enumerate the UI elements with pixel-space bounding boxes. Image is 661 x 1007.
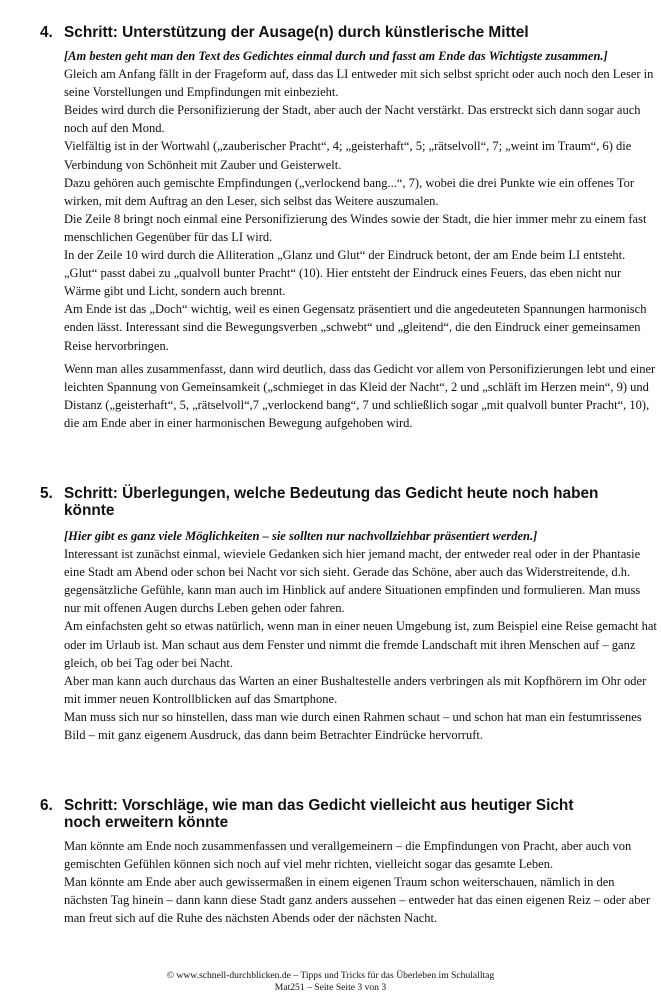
section-4-paragraph: Die Zeile 8 bringt noch einmal eine Personifizierung des Windes sowie der Stadt, die hier immer mehr zu einem fast menschlichen Gegenüber für das LI wird. <box>64 211 647 244</box>
section-5-paragraph: Aber man kann auch durchaus das Warten an einer Bushaltestelle anders verbringen als mit Kopfhörern im Ohr oder mit immer neuen Kontrollblicken auf das Smartphone. <box>64 673 647 706</box>
section-4-number: 4. <box>40 24 53 41</box>
section-6-title-line1: Schritt: Vorschläge, wie man das Gedicht vielleicht aus heutiger Sicht <box>64 797 574 814</box>
section-4-paragraph: In der Zeile 10 wird durch die Alliteration „Glanz und Glut“ der Eindruck betont, der am Ende beim LI entsteht. „Glut“ passt dabei zu „qualvoll bunter Pracht“ (10). Hier entsteht der Eindruck eines Feuers, das eben nicht nur Wärme gibt und Licht, sondern auch brennt. <box>64 248 626 299</box>
section-5-paragraph: Am einfachsten geht so etwas natürlich, wenn man in einer neuen Umgebung ist, zum Beispiel eine Reise gemacht hat oder im Urlaub ist. Man schaut aus dem Fenster und nimmt die fremde Landschaft mit ihren Menschen auf – ganz gleich, ob bei Tag oder bei Nacht. <box>64 619 657 670</box>
section-6-heading <box>40 797 650 831</box>
section-5-paragraph: Interessant ist zunächst einmal, wieviele Gedanken sich hier jemand macht, der entweder real oder in der Phantasie eine Stadt am Abend oder schon bei Nacht vor sich sieht. Gerade das Schöne, aber auch das Widerstreitende, d.h. gegensätzliche Gefühle, kann man auch im Hinblick auf andere Situationen empfinden und formulieren. Man muss nur mit offenen Augen durchs Leben gehen oder fahren. <box>64 547 641 616</box>
section-6-paragraph: Man könnte am Ende noch zusammenfassen und verallgemeinern – die Empfindungen von Pracht, aber auch von gemischten Gefühlen können sich noch auf viel mehr richten, vielleicht sogar das gesamte Leben. <box>64 839 632 872</box>
section-4-paragraph: Am Ende ist das „Doch“ wichtig, weil es einen Gegensatz präsentiert und die angedeuteten Spannungen harmonisch enden lässt. Interessant sind die Bewegungsverben „schwebt“ und „gleitend“, die den Eindruck einer gemeinsamen Reise hervorbringen. <box>64 302 647 353</box>
section-5-paragraph: Man muss sich nur so hinstellen, dass man wie durch einen Rahmen schaut – und schon hat man ein festumrissenes Bild – mit ganz eigenem Ausdruck, das dann beim Betrachter Eindrücke hervorruft. <box>64 709 642 743</box>
section-6-body <box>64 837 659 927</box>
footer-copyright: © www.schnell-durchblicken.de – Tipps und Tricks für das Überleben im Schulalltag <box>166 970 495 981</box>
section-5-body <box>64 527 659 744</box>
section-6-paragraph: Man könnte am Ende aber auch gewissermaßen in einem eigenen Traum schon weiterschauen, nämlich in den nächsten Tag hinein – dann kann diese Stadt ganz anders aussehen – entweder hat das einen eigenen Reiz – oder aber man freut sich auf die Ruhe des nächsten Abends oder der nächsten Nacht. <box>64 875 651 926</box>
section-4-body <box>64 47 659 432</box>
page-footer <box>0 970 661 994</box>
section-5-heading <box>40 485 650 519</box>
footer-page-number: Mat251 – Seite Seite 3 von 3 <box>274 982 387 993</box>
section-4-summary-paragraph: Wenn man alles zusammenfasst, dann wird deutlich, dass das Gedicht vor allem von Personifizierungen lebt und einer leichten Spannung von Gemeinsamkeit („schmieget in das Kleid der Nacht“, 2 und „schläft im Herzen mein“, 9) und Distanz („geisterhaft“, 5, „rätselvoll“,7 „verlockend bang“, 7 und schließlich sogar „mit qualvoll bunter Pracht“, 10), die am Ende aber in einer harmonischen Bewegung aufgehoben wird. <box>64 361 656 430</box>
section-4-paragraph: Gleich am Anfang fällt in der Frageform auf, dass das LI entweder mit sich selbst spricht oder auch noch den Leser in seine Vorstellungen und Empfindungen mit einbezieht. <box>64 67 654 100</box>
section-4-heading <box>40 24 650 41</box>
section-4-paragraph: Vielfältig ist in der Wortwahl („zauberischer Pracht“, 4; „geisterhaft“, 5; „rätselvoll“, 7; „weint im Traum“, 6) die Verbindung von Schönheit mit Zauber und Geisterwelt. <box>64 139 632 172</box>
section-6-number: 6. <box>40 797 53 814</box>
section-5-note: [Hier gibt es ganz viele Möglichkeiten – sie sollten nur nachvollziehbar präsentiert werden.] <box>64 529 538 543</box>
section-5-number: 5. <box>40 485 53 502</box>
section-4-note: [Am besten geht man den Text des Gedichtes einmal durch und fasst am Ende das Wichtigste zusammen.] <box>64 49 608 63</box>
section-4-paragraph: Dazu gehören auch gemischte Empfindungen („verlockend bang...“, 7), wobei die drei Punkte wie ein offenes Tor wirken, mit dem Auftrag an den Leser, sich selbst das Weitere auszumalen. <box>64 175 635 208</box>
section-5-title-line1: Schritt: Überlegungen, welche Bedeutung das Gedicht heute noch haben <box>64 485 599 502</box>
section-5-title-line2: könnte <box>64 502 115 519</box>
section-6-title-line2: noch erweitern könnte <box>64 814 229 831</box>
section-4-title: Schritt: Unterstützung der Ausage(n) durch künstlerische Mittel <box>64 24 529 41</box>
section-4-paragraph: Beides wird durch die Personifizierung der Stadt, aber auch der Nacht verstärkt. Das erstreckt sich dann sogar auch noch auf den Mond. <box>64 103 641 136</box>
